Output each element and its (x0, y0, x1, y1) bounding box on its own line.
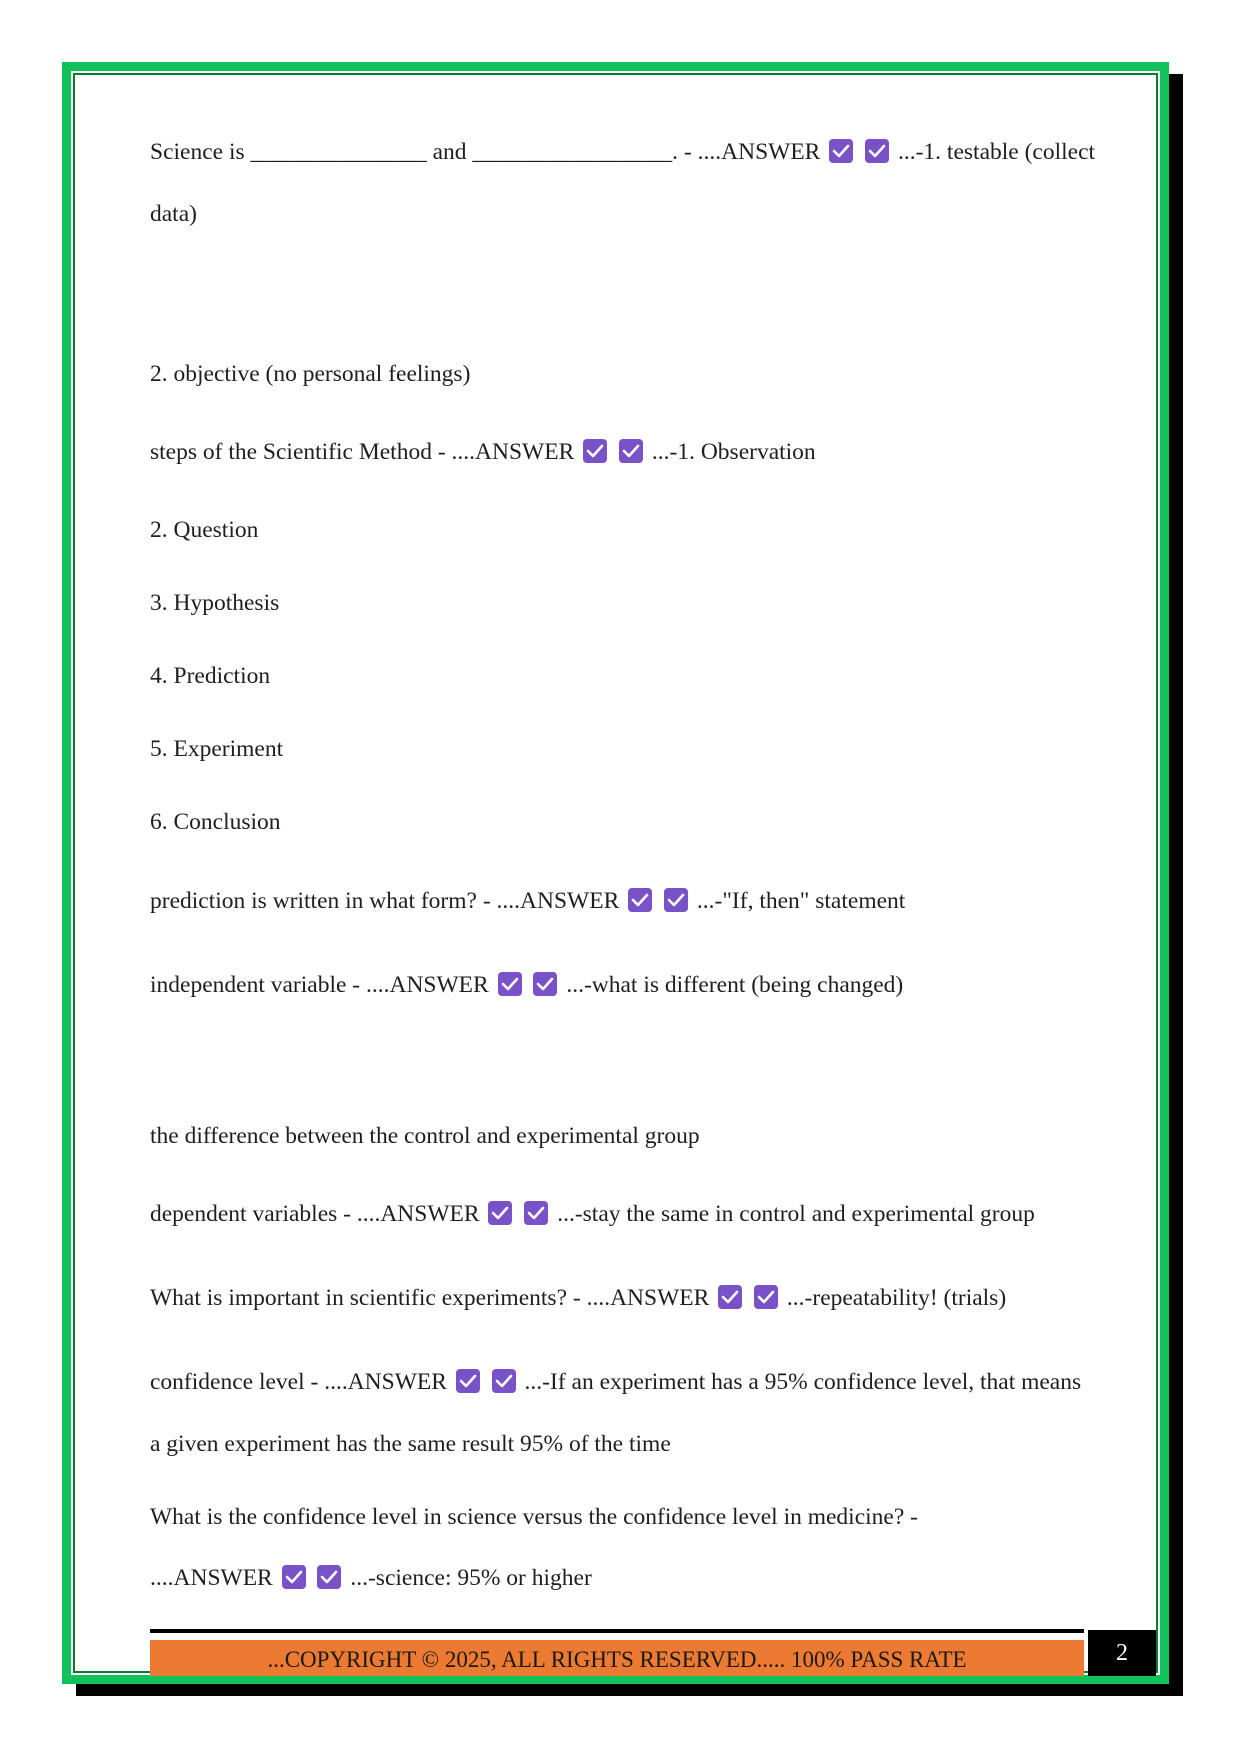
text-line: a given experiment has the same result 95% of the time (150, 1431, 671, 1457)
text-line: 2. objective (no personal feelings) (150, 361, 471, 387)
answer-text: ...-repeatability! (trials) (786, 1285, 1007, 1311)
answer-text: ...-If an experiment has a 95% confidence level, that means (524, 1369, 1082, 1395)
answer-text: ...-1. Observation (651, 439, 816, 465)
check-icon (718, 1285, 742, 1309)
text-line: 4. Prediction (150, 663, 271, 689)
check-icon (628, 888, 652, 912)
check-icon (533, 972, 557, 996)
text-line: What is the confidence level in science versus the confidence level in medicine? - (150, 1504, 918, 1530)
text-line: the difference between the control and experimental group (150, 1123, 700, 1149)
footer-divider (150, 1629, 1084, 1633)
qa-line-important (150, 1283, 1006, 1313)
question-text: steps of the Scientific Method - ....ANSWER (150, 439, 575, 465)
footer-copyright: ...COPYRIGHT © 2025, ALL RIGHTS RESERVED..... 100% PASS RATE (150, 1640, 1084, 1676)
qa-line-steps (150, 437, 816, 467)
question-text: prediction is written in what form? - ....ANSWER (150, 888, 620, 914)
check-icon (664, 888, 688, 912)
check-icon (498, 972, 522, 996)
check-icon (583, 439, 607, 463)
qa-line-science (150, 137, 1095, 167)
answer-text: ...-science: 95% or higher (350, 1565, 592, 1591)
question-text: confidence level - ....ANSWER (150, 1369, 447, 1395)
qa-line-science-medicine (150, 1563, 592, 1593)
check-icon (488, 1201, 512, 1225)
qa-line-independent (150, 970, 903, 1000)
question-text: independent variable - ....ANSWER (150, 972, 489, 998)
question-text: dependent variables - ....ANSWER (150, 1201, 480, 1227)
qa-line-confidence (150, 1367, 1081, 1397)
check-icon (754, 1285, 778, 1309)
question-text: ....ANSWER (150, 1565, 273, 1591)
check-icon (317, 1565, 341, 1589)
check-icon (282, 1565, 306, 1589)
question-text: What is important in scientific experiments? - ....ANSWER (150, 1285, 710, 1311)
page-number: 2 (1088, 1630, 1156, 1676)
answer-text: ...-"If, then" statement (696, 888, 906, 914)
text-line: 2. Question (150, 517, 259, 543)
text-line: 3. Hypothesis (150, 590, 280, 616)
text-line: data) (150, 201, 197, 227)
question-text: Science is _______________ and _________________. - ....ANSWER (150, 139, 821, 165)
check-icon (524, 1201, 548, 1225)
qa-line-prediction (150, 886, 905, 916)
check-icon (829, 139, 853, 163)
answer-text: ...-stay the same in control and experimental group (557, 1201, 1035, 1227)
answer-text: ...-what is different (being changed) (566, 972, 904, 998)
check-icon (619, 439, 643, 463)
answer-text: ...-1. testable (collect (897, 139, 1096, 165)
check-icon (492, 1369, 516, 1393)
qa-line-dependent (150, 1199, 1035, 1229)
text-line: 6. Conclusion (150, 809, 281, 835)
check-icon (456, 1369, 480, 1393)
text-line: 5. Experiment (150, 736, 284, 762)
check-icon (865, 139, 889, 163)
